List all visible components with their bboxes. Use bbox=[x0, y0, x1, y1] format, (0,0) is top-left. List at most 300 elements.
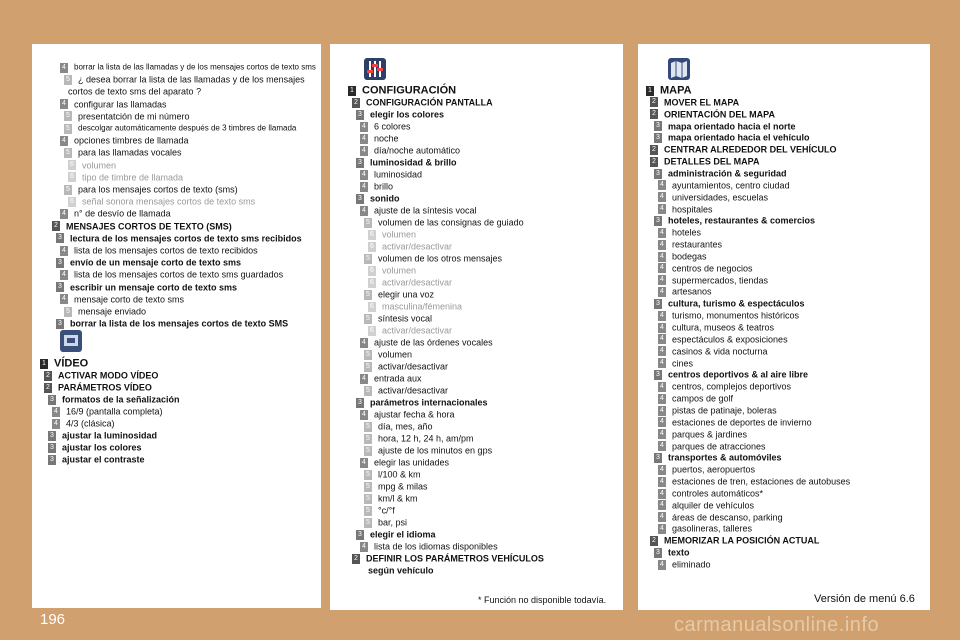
level-badge: 6 bbox=[368, 242, 376, 252]
menu-item bbox=[658, 357, 693, 369]
level-badge: 5 bbox=[364, 494, 372, 504]
level-badge: 2 bbox=[44, 371, 52, 381]
watermark: carmanualsonline.info bbox=[674, 614, 880, 636]
menu-item-label: día/noche automático bbox=[374, 145, 461, 156]
menu-item-label: elegir las unidades bbox=[374, 457, 450, 468]
menu-item bbox=[356, 192, 400, 204]
level-badge: 4 bbox=[658, 192, 666, 202]
menu-item-label: PARÁMETROS VÍDEO bbox=[58, 382, 152, 393]
menu-item bbox=[654, 131, 810, 143]
level-badge: 2 bbox=[650, 109, 658, 119]
menu-item bbox=[356, 108, 444, 120]
menu-item bbox=[360, 168, 422, 180]
menu-item bbox=[364, 504, 395, 516]
menu-item bbox=[654, 297, 805, 309]
menu-item-label: DETALLES DEL MAPA bbox=[664, 156, 760, 167]
menu-item bbox=[368, 228, 416, 240]
menu-item bbox=[48, 453, 145, 465]
menu-item-label: supermercados, tiendas bbox=[672, 275, 769, 286]
menu-item-label: l/100 & km bbox=[378, 469, 421, 480]
level-badge: 3 bbox=[48, 455, 56, 465]
footnote: * Función no disponible todavía. bbox=[478, 595, 607, 605]
menu-item bbox=[56, 232, 302, 244]
menu-item-label: volumen de los otros mensajes bbox=[378, 253, 503, 264]
menu-item-label: activar/desactivar bbox=[382, 277, 453, 288]
level-badge: 4 bbox=[658, 524, 666, 534]
level-badge: 4 bbox=[658, 263, 666, 273]
level-badge: 4 bbox=[52, 419, 60, 429]
level-badge: 4 bbox=[658, 500, 666, 510]
menu-item bbox=[56, 317, 288, 329]
menu-item-label: volumen bbox=[382, 265, 417, 276]
menu-item bbox=[364, 492, 418, 504]
level-badge: 3 bbox=[654, 216, 662, 226]
level-badge: 4 bbox=[360, 206, 368, 216]
menu-item-label: estaciones de tren, estaciones de autobuses bbox=[672, 476, 851, 487]
menu-item-label: formatos de la señalización bbox=[62, 394, 180, 405]
menu-item bbox=[658, 203, 713, 215]
menu-item-label: hora, 12 h, 24 h, am/pm bbox=[378, 433, 474, 444]
menu-item-label: hoteles, restaurantes & comercios bbox=[668, 215, 816, 226]
menu-item bbox=[658, 191, 768, 203]
menu-item-label: MEMORIZAR LA POSICIÓN ACTUAL bbox=[664, 535, 820, 546]
level-badge: 5 bbox=[364, 314, 372, 324]
level-badge: 3 bbox=[56, 258, 64, 268]
menu-item bbox=[360, 456, 449, 468]
menu-item-label: MAPA bbox=[660, 84, 692, 97]
menu-item-label: lista de los idiomas disponibles bbox=[374, 541, 498, 552]
menu-item bbox=[360, 132, 399, 144]
menu-item-label: ajuste de los minutos en gps bbox=[378, 445, 493, 456]
menu-item-label: activar/desactivar bbox=[382, 241, 453, 252]
menu-item-label: escribir un mensaje corto de texto sms bbox=[70, 282, 238, 293]
menu-item-label: mensaje corto de texto sms bbox=[74, 294, 185, 305]
menu-item-label: ACTIVAR MODO VÍDEO bbox=[58, 370, 159, 381]
menu-item bbox=[68, 171, 183, 183]
menu-item-label: campos de golf bbox=[672, 393, 734, 404]
menu-item-label: descolgar automáticamente después de 3 timbres de llamada bbox=[78, 123, 297, 133]
menu-item-label: noche bbox=[374, 133, 399, 144]
menu-item bbox=[348, 84, 456, 96]
menu-item bbox=[356, 156, 457, 168]
menu-item bbox=[658, 321, 774, 333]
menu-item-label: ajustar el contraste bbox=[62, 454, 145, 465]
menu-item bbox=[48, 441, 142, 453]
menu-item-label: presentatción de mi número bbox=[78, 111, 190, 122]
level-badge: 5 bbox=[364, 446, 372, 456]
level-badge: 4 bbox=[658, 323, 666, 333]
menu-item-label: señal sonora mensajes cortos de texto sms bbox=[82, 196, 256, 207]
level-badge: 6 bbox=[368, 302, 376, 312]
level-badge: 4 bbox=[658, 287, 666, 297]
level-badge: 4 bbox=[658, 346, 666, 356]
menu-item-label: masculina/fémenina bbox=[382, 301, 463, 312]
level-badge: 6 bbox=[68, 172, 76, 182]
menu-item-label: activar/desactivar bbox=[378, 385, 449, 396]
menu-item-label: entrada aux bbox=[374, 373, 422, 384]
level-badge: 5 bbox=[364, 290, 372, 300]
level-badge: 3 bbox=[356, 110, 364, 120]
menu-item-label: restaurantes bbox=[672, 239, 723, 250]
menu-item bbox=[48, 393, 180, 405]
level-badge: 5 bbox=[364, 386, 372, 396]
menu-item-label: espectáculos & exposiciones bbox=[672, 334, 788, 345]
level-badge: 4 bbox=[658, 180, 666, 190]
menu-item bbox=[658, 416, 812, 428]
menu-item-label: volumen de las consignas de guiado bbox=[378, 217, 524, 228]
menu-item-label: CENTRAR ALREDEDOR DEL VEHÍCULO bbox=[664, 144, 837, 155]
menu-item-label: parques de atracciones bbox=[672, 441, 766, 452]
menu-item bbox=[360, 204, 477, 216]
level-badge: 4 bbox=[658, 358, 666, 368]
level-badge: 4 bbox=[658, 560, 666, 570]
menu-item-label: borrar la lista de los mensajes cortos de texto SMS bbox=[70, 318, 289, 329]
level-badge: 3 bbox=[654, 121, 662, 131]
menu-item-label: elegir los colores bbox=[370, 109, 445, 120]
level-badge: 3 bbox=[654, 370, 662, 380]
menu-item-label: ajuste de la síntesis vocal bbox=[374, 205, 477, 216]
menu-item-label: centros de negocios bbox=[672, 263, 753, 274]
menu-item bbox=[368, 300, 462, 312]
menu-item bbox=[364, 468, 421, 480]
menu-item bbox=[654, 214, 815, 226]
menu-item bbox=[64, 183, 238, 195]
menu-item bbox=[48, 429, 157, 441]
menu-item bbox=[64, 305, 146, 317]
menu-item-label: bodegas bbox=[672, 251, 707, 262]
level-badge: 3 bbox=[356, 194, 364, 204]
level-badge: 3 bbox=[356, 158, 364, 168]
level-badge: 4 bbox=[360, 170, 368, 180]
menu-item-label: CONFIGURACIÓN PANTALLA bbox=[366, 97, 493, 108]
level-badge: 4 bbox=[360, 182, 368, 192]
menu-item-label: volumen bbox=[378, 349, 413, 360]
level-badge: 5 bbox=[364, 506, 372, 516]
menu-item-label: turismo, monumentos históricos bbox=[672, 310, 800, 321]
menu-item-label: °c/°f bbox=[378, 505, 395, 516]
menu-item bbox=[654, 546, 690, 558]
menu-item-label: n° de desvío de llamada bbox=[74, 209, 171, 220]
menu-item-label: 6 colores bbox=[374, 121, 411, 132]
menu-item-label: mapa orientado hacia el vehículo bbox=[668, 133, 810, 144]
menu-item bbox=[364, 348, 412, 360]
menu-item bbox=[658, 440, 766, 452]
menu-item bbox=[364, 444, 492, 456]
level-badge: 4 bbox=[360, 122, 368, 132]
level-badge: 4 bbox=[658, 382, 666, 392]
level-badge: 4 bbox=[658, 275, 666, 285]
map-icon bbox=[668, 58, 690, 80]
level-badge: 3 bbox=[356, 398, 364, 408]
level-badge: 4 bbox=[60, 270, 68, 280]
menu-item bbox=[658, 475, 850, 487]
level-badge: 6 bbox=[368, 326, 376, 336]
level-badge: 5 bbox=[364, 482, 372, 492]
menu-item bbox=[368, 276, 452, 288]
menu-item-label: según vehículo bbox=[368, 565, 434, 576]
menu-item bbox=[52, 417, 115, 429]
menu-item-label: mensaje enviado bbox=[78, 306, 147, 317]
menu-item bbox=[360, 540, 498, 552]
menu-item-label: DEFINIR LOS PARÁMETROS VEHÍCULOS bbox=[366, 553, 544, 564]
settings-sliders-icon bbox=[364, 58, 386, 80]
menu-item bbox=[364, 516, 407, 528]
level-badge: 1 bbox=[348, 86, 356, 96]
menu-item bbox=[364, 216, 524, 228]
menu-item bbox=[364, 480, 428, 492]
menu-item-label: ORIENTACIÓN DEL MAPA bbox=[664, 109, 776, 120]
level-badge: 4 bbox=[360, 134, 368, 144]
menu-item-label: MENSAJES CORTOS DE TEXTO (SMS) bbox=[66, 221, 232, 232]
menu-item bbox=[64, 73, 305, 85]
menu-item-label: ayuntamientos, centro ciudad bbox=[672, 180, 790, 191]
menu-item-label: MOVER EL MAPA bbox=[664, 97, 740, 108]
menu-item-label: casinos & vida nocturna bbox=[672, 346, 768, 357]
level-badge: 4 bbox=[60, 63, 68, 73]
menu-item bbox=[658, 380, 791, 392]
menu-item-label: controles automáticos* bbox=[672, 488, 764, 499]
menu-item-label: puertos, aeropuertos bbox=[672, 464, 756, 475]
menu-item-label: para los mensajes cortos de texto (sms) bbox=[78, 184, 238, 195]
level-badge: 4 bbox=[658, 512, 666, 522]
level-badge: 2 bbox=[650, 536, 658, 546]
menu-item bbox=[364, 432, 474, 444]
menu-item-label: km/l & km bbox=[378, 493, 418, 504]
menu-item bbox=[60, 134, 189, 146]
level-badge: 4 bbox=[658, 417, 666, 427]
level-badge: 5 bbox=[364, 362, 372, 372]
menu-item bbox=[364, 252, 502, 264]
menu-item bbox=[60, 207, 171, 219]
menu-item bbox=[68, 195, 255, 207]
menu-item bbox=[364, 420, 433, 432]
level-badge: 1 bbox=[646, 86, 654, 96]
level-badge: 2 bbox=[650, 157, 658, 167]
menu-item-label: gasolineras, talleres bbox=[672, 524, 753, 535]
menu-item bbox=[650, 96, 739, 108]
page-number: 196 bbox=[40, 611, 66, 628]
menu-item bbox=[368, 240, 452, 252]
level-badge: 4 bbox=[360, 542, 368, 552]
menu-item bbox=[658, 558, 711, 570]
level-badge: 3 bbox=[356, 530, 364, 540]
menu-item-label: síntesis vocal bbox=[378, 313, 433, 324]
level-badge: 5 bbox=[64, 111, 72, 121]
menu-item-label: ajustar fecha & hora bbox=[374, 409, 455, 420]
menu-item bbox=[368, 264, 416, 276]
menu-item bbox=[658, 226, 701, 238]
level-badge: 4 bbox=[60, 294, 68, 304]
menu-item bbox=[352, 552, 544, 564]
level-badge: 4 bbox=[658, 334, 666, 344]
level-badge: 6 bbox=[368, 278, 376, 288]
level-badge: 3 bbox=[654, 453, 662, 463]
menu-item bbox=[356, 396, 488, 408]
menu-item bbox=[658, 522, 752, 534]
level-badge: 3 bbox=[48, 395, 56, 405]
level-badge: 2 bbox=[52, 221, 60, 231]
menu-item bbox=[360, 372, 422, 384]
menu-item-label: elegir una voz bbox=[378, 289, 435, 300]
menu-item bbox=[654, 368, 808, 380]
menu-item-label: luminosidad bbox=[374, 169, 423, 180]
level-badge: 6 bbox=[68, 197, 76, 207]
menu-item bbox=[44, 381, 152, 393]
menu-item-label: lectura de los mensajes cortos de texto sms recibidos bbox=[70, 233, 302, 244]
menu-item bbox=[360, 180, 393, 192]
level-badge: 5 bbox=[64, 124, 72, 134]
menu-item-label: parques & jardines bbox=[672, 429, 748, 440]
level-badge: 4 bbox=[658, 311, 666, 321]
menu-item bbox=[658, 404, 777, 416]
level-badge: 4 bbox=[658, 429, 666, 439]
menu-item bbox=[52, 405, 163, 417]
menu-item bbox=[60, 98, 167, 110]
menu-item-label: 4/3 (clásica) bbox=[66, 418, 115, 429]
level-badge: 3 bbox=[654, 169, 662, 179]
menu-item bbox=[658, 333, 788, 345]
menu-item bbox=[356, 528, 436, 540]
menu-item bbox=[56, 256, 241, 268]
menu-item-label: tipo de timbre de llamada bbox=[82, 172, 184, 183]
video-icon bbox=[60, 330, 82, 352]
menu-item-label: centros deportivos & al aire libre bbox=[668, 370, 809, 381]
level-badge: 3 bbox=[48, 443, 56, 453]
level-badge: 3 bbox=[56, 282, 64, 292]
menu-item-label: estaciones de deportes de invierno bbox=[672, 417, 812, 428]
level-badge: 3 bbox=[654, 548, 662, 558]
menu-item-label: texto bbox=[668, 547, 690, 558]
menu-item bbox=[658, 262, 753, 274]
level-badge: 5 bbox=[364, 470, 372, 480]
level-badge: 5 bbox=[64, 75, 72, 85]
menu-item-label: mapa orientado hacia el norte bbox=[668, 121, 796, 132]
level-badge: 5 bbox=[364, 218, 372, 228]
level-badge: 6 bbox=[368, 266, 376, 276]
level-badge: 4 bbox=[658, 477, 666, 487]
menu-item-label: hoteles bbox=[672, 227, 702, 238]
menu-item-label: lista de los mensajes cortos de texto sms guardados bbox=[74, 270, 284, 281]
level-badge: 5 bbox=[64, 307, 72, 317]
menu-item bbox=[360, 120, 411, 132]
level-badge: 6 bbox=[68, 160, 76, 170]
menu-item-label: lista de los mensajes cortos de texto recibidos bbox=[74, 245, 258, 256]
level-badge: 4 bbox=[360, 410, 368, 420]
level-badge: 5 bbox=[64, 148, 72, 158]
menu-item-label: brillo bbox=[374, 181, 394, 192]
menu-item bbox=[64, 110, 190, 122]
menu-item bbox=[650, 155, 760, 167]
menu-item bbox=[40, 357, 88, 369]
level-badge: 2 bbox=[650, 145, 658, 155]
menu-item-label: ¿ desea borrar la lista de las llamadas y de los mensajes bbox=[78, 74, 305, 85]
menu-item bbox=[658, 285, 712, 297]
level-badge: 5 bbox=[364, 518, 372, 528]
menu-item-label: transportes & automóviles bbox=[668, 452, 782, 463]
level-badge: 4 bbox=[658, 228, 666, 238]
menu-item bbox=[68, 85, 201, 97]
level-badge: 4 bbox=[360, 458, 368, 468]
menu-item bbox=[60, 244, 258, 256]
menu-item-label: envío de un mensaje corto de texto sms bbox=[70, 257, 242, 268]
menu-item bbox=[658, 463, 755, 475]
menu-item bbox=[658, 499, 754, 511]
menu-item-label: para las llamadas vocales bbox=[78, 148, 182, 159]
menu-item bbox=[658, 238, 722, 250]
level-badge: 4 bbox=[658, 394, 666, 404]
menu-item-label: universidades, escuelas bbox=[672, 192, 769, 203]
level-badge: 4 bbox=[658, 240, 666, 250]
menu-item-label: CONFIGURACIÓN bbox=[362, 84, 457, 97]
menu-item-label: VÍDEO bbox=[54, 357, 89, 370]
level-badge: 5 bbox=[364, 422, 372, 432]
menu-item bbox=[364, 288, 434, 300]
level-badge: 5 bbox=[64, 185, 72, 195]
menu-item bbox=[44, 369, 158, 381]
menu-item bbox=[364, 312, 432, 324]
menu-item bbox=[646, 84, 692, 96]
menu-item-label: activar/desactivar bbox=[382, 325, 453, 336]
level-badge: 2 bbox=[44, 383, 52, 393]
menu-item-label: ajuste de las órdenes vocales bbox=[374, 337, 493, 348]
menu-item bbox=[60, 268, 283, 280]
level-badge: 4 bbox=[658, 441, 666, 451]
menu-item bbox=[68, 159, 116, 171]
menu-item bbox=[658, 392, 733, 404]
menu-item bbox=[364, 384, 448, 396]
menu-item-label: artesanos bbox=[672, 287, 712, 298]
level-badge: 4 bbox=[658, 465, 666, 475]
menu-item-label: alquiler de vehículos bbox=[672, 500, 755, 511]
menu-item bbox=[368, 324, 452, 336]
menu-item bbox=[650, 108, 775, 120]
menu-item bbox=[64, 122, 296, 134]
menu-item-label: luminosidad & brillo bbox=[370, 157, 457, 168]
level-badge: 4 bbox=[658, 252, 666, 262]
menu-item bbox=[360, 144, 460, 156]
menu-item-label: elegir el idioma bbox=[370, 529, 436, 540]
menu-item bbox=[658, 511, 783, 523]
level-badge: 2 bbox=[352, 554, 360, 564]
menu-item-label: volumen bbox=[82, 160, 117, 171]
menu-item-label: parámetros internacionales bbox=[370, 397, 488, 408]
menu-item-label: 16/9 (pantalla completa) bbox=[66, 406, 163, 417]
level-badge: 4 bbox=[658, 204, 666, 214]
level-badge: 4 bbox=[60, 209, 68, 219]
level-badge: 5 bbox=[364, 434, 372, 444]
menu-item bbox=[352, 96, 493, 108]
level-badge: 3 bbox=[48, 431, 56, 441]
menu-item-label: ajustar la luminosidad bbox=[62, 430, 158, 441]
menu-item bbox=[658, 309, 799, 321]
level-badge: 2 bbox=[650, 97, 658, 107]
menu-item bbox=[64, 146, 182, 158]
level-badge: 4 bbox=[52, 407, 60, 417]
menu-item bbox=[658, 428, 747, 440]
level-badge: 4 bbox=[360, 338, 368, 348]
menu-item bbox=[658, 274, 768, 286]
level-badge: 2 bbox=[352, 98, 360, 108]
menu-item bbox=[654, 451, 782, 463]
level-badge: 4 bbox=[360, 146, 368, 156]
level-badge: 4 bbox=[60, 99, 68, 109]
level-badge: 4 bbox=[60, 246, 68, 256]
menu-item-label: ajustar los colores bbox=[62, 442, 142, 453]
menu-item bbox=[650, 534, 819, 546]
menu-item-label: mpg & milas bbox=[378, 481, 428, 492]
level-badge: 4 bbox=[658, 489, 666, 499]
level-badge: 1 bbox=[40, 359, 48, 369]
